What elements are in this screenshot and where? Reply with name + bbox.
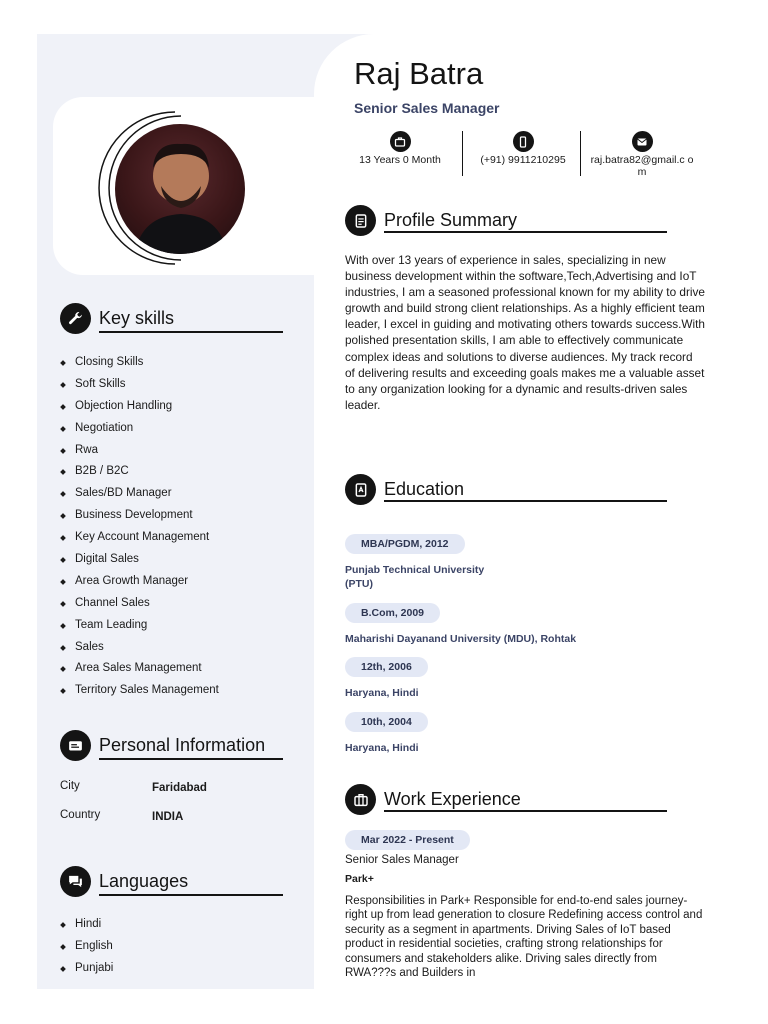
skill-item: Sales	[59, 637, 299, 659]
experience-text: 13 Years 0 Month	[359, 154, 441, 166]
phone-icon	[513, 131, 534, 152]
languages-title: Languages	[99, 871, 189, 891]
briefcase-icon	[345, 784, 376, 815]
skill-item: Business Development	[59, 505, 299, 527]
job-title: Senior Sales Manager	[345, 854, 459, 866]
key-skills-rule	[99, 331, 283, 333]
profile-summary-text: With over 13 years of experience in sales, specializing in new business development within the software,Tech,Advertising and IoT industries, I am a seasoned professional known for my ability to drive growth and build strong client relationships. As a highly efficient team leader, I excel in guiding and motivating others towards success.With polished presentation skills, I am able to effectively communicate complex ideas and solutions to diverse audiences. My track record of delivering results and exceeding goals makes me a valuable asset to any organization looking for a dynamic and results-driven sales leader.	[345, 253, 705, 412]
skill-item: Team Leading	[59, 615, 299, 637]
education-title: Education	[384, 479, 465, 499]
skill-item: Rwa	[59, 440, 299, 462]
candidate-name: Raj Batra	[354, 56, 484, 91]
skill-item: Objection Handling	[59, 396, 299, 418]
city-label: City	[60, 780, 80, 792]
personal-info-title: Personal Information	[99, 735, 266, 755]
briefcase-icon	[390, 131, 411, 152]
education-degree-badge: 10th, 2004	[345, 712, 428, 732]
phone-text: (+91) 9911210295	[480, 154, 566, 166]
contact-divider	[462, 131, 463, 176]
chat-bubbles-icon	[60, 866, 91, 897]
document-icon	[345, 205, 376, 236]
contact-experience	[342, 131, 458, 166]
key-skills-title: Key skills	[99, 308, 175, 328]
country-label: Country	[60, 809, 101, 821]
avatar	[115, 124, 245, 254]
languages-header	[60, 866, 188, 897]
country-value: INDIA	[152, 811, 184, 823]
skill-item: B2B / B2C	[59, 461, 299, 483]
contact-email[interactable]	[589, 131, 695, 178]
contact-divider	[580, 131, 581, 176]
city-value: Faridabad	[152, 782, 207, 794]
skill-item: Key Account Management	[59, 527, 299, 549]
skill-item: Area Sales Management	[59, 658, 299, 680]
education-institution: Punjab Technical University (PTU)	[345, 564, 485, 590]
contact-phone	[467, 131, 579, 166]
skill-item: Sales/BD Manager	[59, 483, 299, 505]
language-item: Hindi	[59, 914, 259, 936]
languages-rule	[99, 894, 283, 896]
skill-item: Territory Sales Management	[59, 680, 299, 702]
education-institution: Haryana, Hindi	[345, 742, 419, 754]
education-institution: Haryana, Hindi	[345, 687, 419, 699]
id-card-icon	[60, 730, 91, 761]
job-company: Park+	[345, 873, 374, 885]
key-skills-header	[60, 303, 174, 334]
profile-summary-title: Profile Summary	[384, 210, 518, 230]
mail-icon	[632, 131, 653, 152]
skill-item: Channel Sales	[59, 593, 299, 615]
education-degree-badge: MBA/PGDM, 2012	[345, 534, 465, 554]
email-text: raj.batra82@gmail.c om	[590, 154, 694, 178]
profile-photo-frame	[97, 110, 253, 266]
skill-item: Negotiation	[59, 418, 299, 440]
wrench-icon	[60, 303, 91, 334]
language-item: English	[59, 936, 259, 958]
work-experience-title: Work Experience	[384, 789, 521, 809]
work-experience-rule	[384, 810, 667, 812]
skill-item: Closing Skills	[59, 352, 299, 374]
personal-info-rule	[99, 758, 283, 760]
skills-list	[59, 352, 299, 702]
personal-info-header	[60, 730, 265, 761]
candidate-role: Senior Sales Manager	[354, 100, 500, 116]
education-degree-badge: 12th, 2006	[345, 657, 428, 677]
skill-item: Digital Sales	[59, 549, 299, 571]
skill-item: Area Growth Manager	[59, 571, 299, 593]
education-degree-badge: B.Com, 2009	[345, 603, 440, 623]
languages-list	[59, 914, 259, 980]
language-item: Punjabi	[59, 958, 259, 980]
job-period-badge: Mar 2022 - Present	[345, 830, 470, 850]
resume-page	[37, 34, 731, 989]
book-icon	[345, 474, 376, 505]
job-description: Responsibilities in Park+ Responsible for end-to-end sales journey- right up from lead generation to closure Redefining access control and security as a segment in apartments. Driving Sales of IoT based product in residential societies, crafting strong relationships for consumers and stakeholders alike. Driving sales directly from RWA???s and Builders in	[345, 895, 703, 980]
profile-summary-rule	[384, 231, 667, 233]
education-institution: Maharishi Dayanand University (MDU), Rohtak	[345, 633, 577, 645]
education-rule	[384, 500, 667, 502]
skill-item: Soft Skills	[59, 374, 299, 396]
